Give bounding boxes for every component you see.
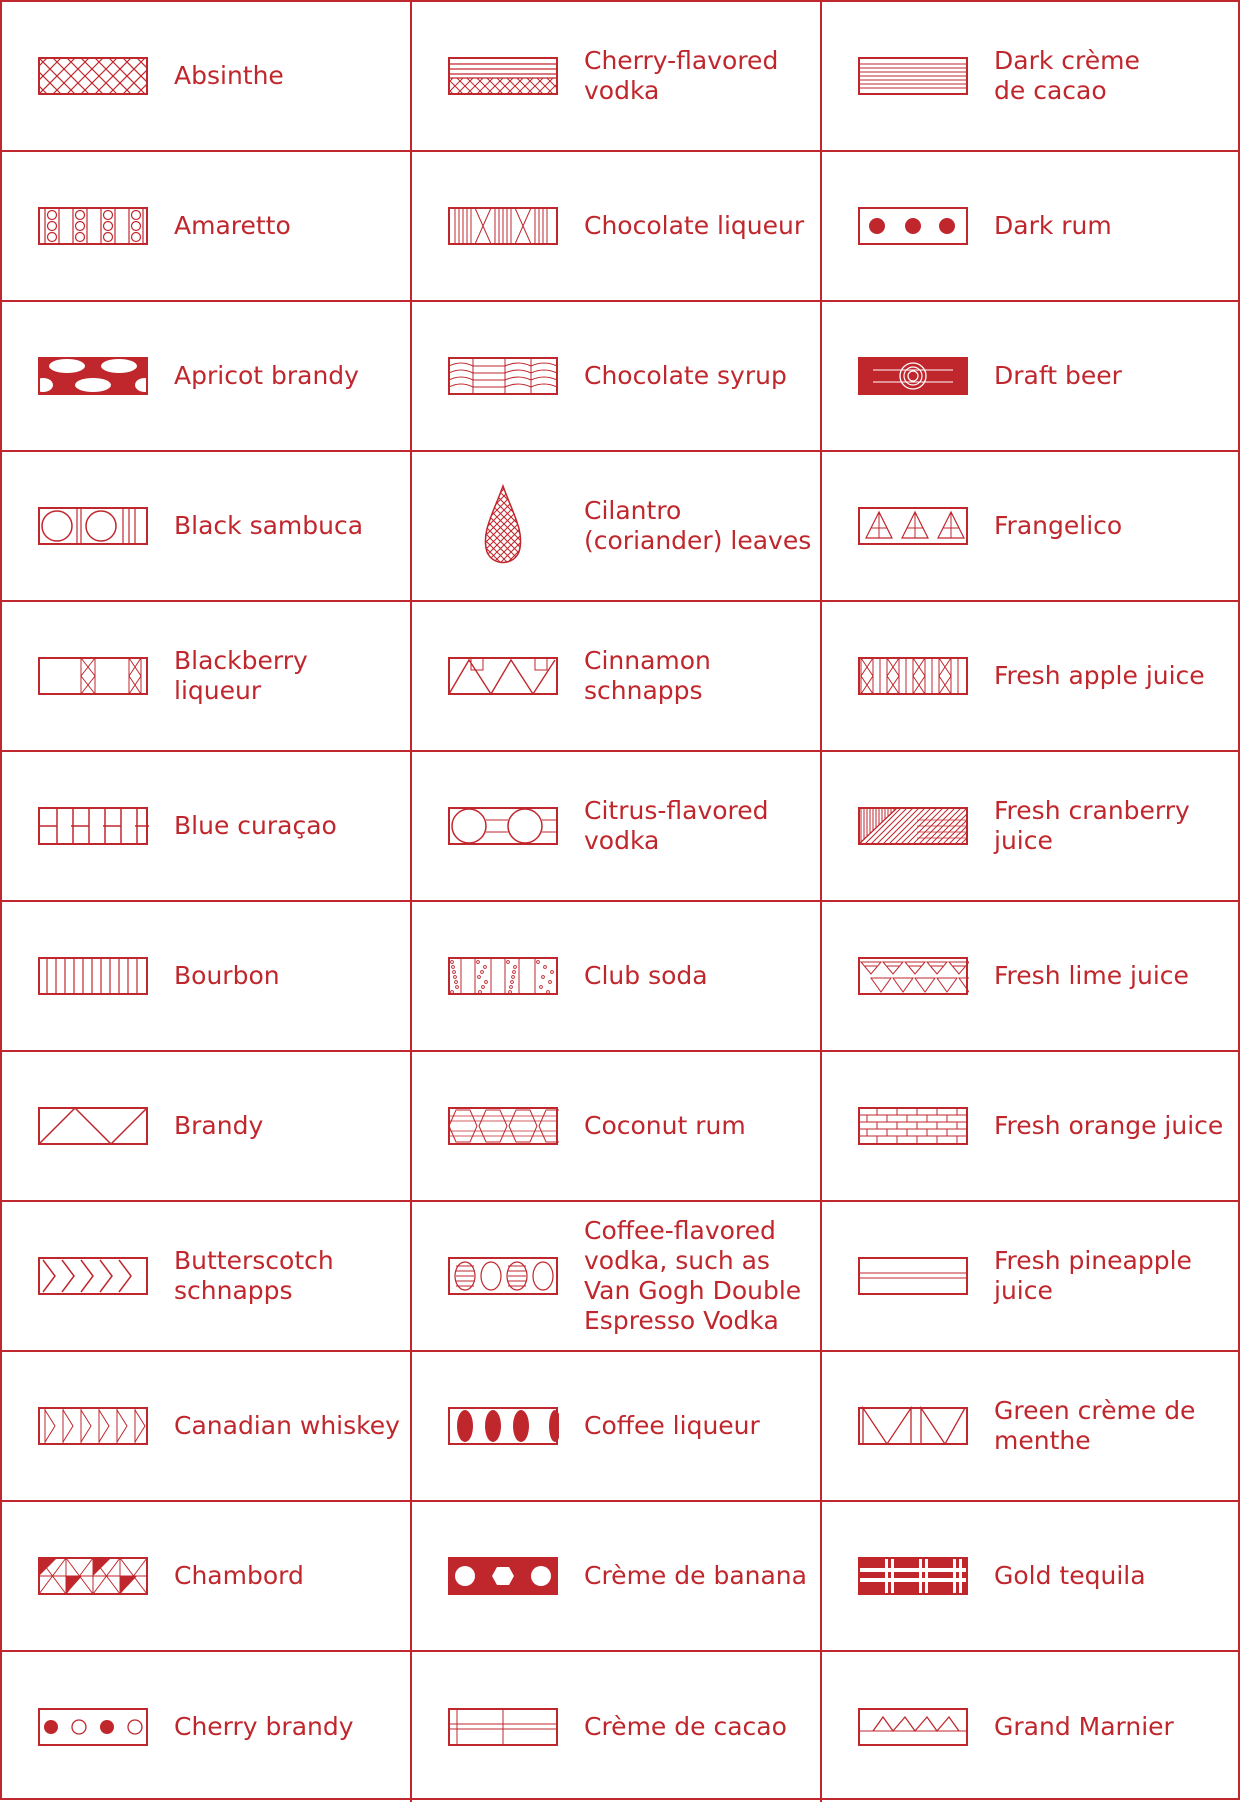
legend-entry [412,452,822,602]
legend-entry-label: Fresh apple juice [994,661,1205,690]
hatched-drop-icon [438,498,568,554]
legend-entry-label: Frangelico [994,511,1123,540]
legend-entry [822,452,1240,602]
legend-entry [412,1652,822,1802]
legend-entry [2,452,412,602]
legend-entry-label: Cinnamon schnapps [584,646,711,705]
half-filled-triangles-pattern-icon [28,1548,158,1604]
hexagons-pattern-icon [438,1098,568,1154]
legend-entry-label: Blackberry liqueur [174,646,308,705]
legend-entry-label: Coffee-flavored vodka, such as Van Gogh Double Espresso Vodka [584,1216,802,1335]
horizontal-lines-pattern-icon [848,48,978,104]
legend-entry-label: Bourbon [174,961,280,990]
legend-entry [412,752,822,902]
legend-entry-label: Brandy [174,1111,264,1140]
circles-and-hexagon-on-fill-pattern-icon [438,1548,568,1604]
crossed-columns-pattern-icon [848,648,978,704]
chevrons-pattern-icon [28,1248,158,1304]
circles-and-lines-pattern-icon [28,498,158,554]
bubble-on-fill-pattern-icon [848,348,978,404]
legend-entry [2,152,412,302]
legend-entry [822,302,1240,452]
sparse-cross-pattern-icon [28,648,158,704]
legend-entry [412,902,822,1052]
legend-entry [822,2,1240,152]
legend-entry [412,152,822,302]
legend-entry-label: Canadian whiskey [174,1411,400,1440]
legend-entry [2,302,412,452]
three-dots-pattern-icon [848,198,978,254]
legend-entry-label: Chocolate syrup [584,361,787,390]
legend-entry [2,602,412,752]
legend-entry [822,1052,1240,1202]
legend-entry-label: Dark crème de cacao [994,46,1140,105]
legend-entry-label: Fresh orange juice [994,1111,1224,1140]
legend-entry [412,602,822,752]
filled-ovals-pattern-icon [28,348,158,404]
diagonal-split-pattern-icon [848,798,978,854]
legend-entry [412,302,822,452]
legend-entry [2,752,412,902]
legend-entry-label: Green crème de menthe [994,1396,1196,1455]
circles-in-columns-pattern-icon [28,198,158,254]
legend-entry-label: Cilantro (coriander) leaves [584,496,812,555]
legend-entry-label: Coffee liqueur [584,1411,760,1440]
h-bars-pattern-icon [28,798,158,854]
triangles-pattern-icon [848,498,978,554]
legend-entry-label: Fresh cranberry juice [994,796,1190,855]
large-zigzag-pattern-icon [848,1398,978,1454]
legend-entry [412,2,822,152]
legend-entry [822,752,1240,902]
linked-circles-pattern-icon [438,798,568,854]
bars-on-fill-pattern-icon [848,1548,978,1604]
legend-entry [822,602,1240,752]
legend-entry [822,1652,1240,1802]
bowtie-pattern-icon [28,1398,158,1454]
zigzag-triangle-pattern-icon [28,1098,158,1154]
legend-entry [2,2,412,152]
legend-entry-label: Crème de banana [584,1561,807,1590]
legend-entry [2,1502,412,1652]
legend-entry [412,1352,822,1502]
legend-entry-label: Club soda [584,961,708,990]
crosshatch-pattern-icon [28,48,158,104]
legend-entry [822,902,1240,1052]
inverted-triangles-pattern-icon [848,948,978,1004]
legend-entry-label: Gold tequila [994,1561,1146,1590]
legend-entry-label: Butterscotch schnapps [174,1246,334,1305]
legend-entry-label: Cherry brandy [174,1712,354,1741]
legend-entry-label: Fresh pineapple juice [994,1246,1192,1305]
legend-entry [2,1352,412,1502]
legend-entry-label: Chambord [174,1561,304,1590]
legend-entry-label: Citrus-flavored vodka [584,796,769,855]
legend-entry [822,1202,1240,1352]
legend-entry [412,1502,822,1652]
legend-entry [412,1052,822,1202]
legend-entry-label: Black sambuca [174,511,364,540]
legend-entry-label: Dark rum [994,211,1112,240]
legend-entry-label: Fresh lime juice [994,961,1189,990]
lines-and-x-pattern-icon [438,198,568,254]
striped-ovals-pattern-icon [438,1248,568,1304]
legend-entry [2,902,412,1052]
alternating-dots-pattern-icon [28,1699,158,1755]
vertical-lines-pattern-icon [28,948,158,1004]
legend-entry-label: Draft beer [994,361,1122,390]
wavy-lines-pattern-icon [438,348,568,404]
legend-entry [822,1352,1240,1502]
legend-entry-label: Cherry-flavored vodka [584,46,779,105]
legend-entry [822,152,1240,302]
notched-zigzag-pattern-icon [438,648,568,704]
brick-pattern-icon [848,1098,978,1154]
legend-entry-label: Chocolate liqueur [584,211,805,240]
dotted-columns-pattern-icon [438,948,568,1004]
filled-ellipses-pattern-icon [438,1398,568,1454]
legend-entry-label: Blue curaçao [174,811,337,840]
legend-entry [822,1502,1240,1652]
legend-entry-label: Apricot brandy [174,361,359,390]
legend-entry [2,1652,412,1802]
small-zigzag-pattern-icon [848,1699,978,1755]
legend-entry [412,1202,822,1352]
legend-entry-label: Crème de cacao [584,1712,787,1741]
legend-entry [2,1202,412,1352]
legend-entry-label: Amaretto [174,211,291,240]
legend-entry-label: Coconut rum [584,1111,746,1140]
stripes-over-crosshatch-pattern-icon [438,48,568,104]
double-lines-pattern-icon [848,1248,978,1304]
legend-entry [2,1052,412,1202]
legend-entry-label: Absinthe [174,61,284,90]
legend-entry-label: Grand Marnier [994,1712,1174,1741]
thin-double-lines-pattern-icon [438,1699,568,1755]
